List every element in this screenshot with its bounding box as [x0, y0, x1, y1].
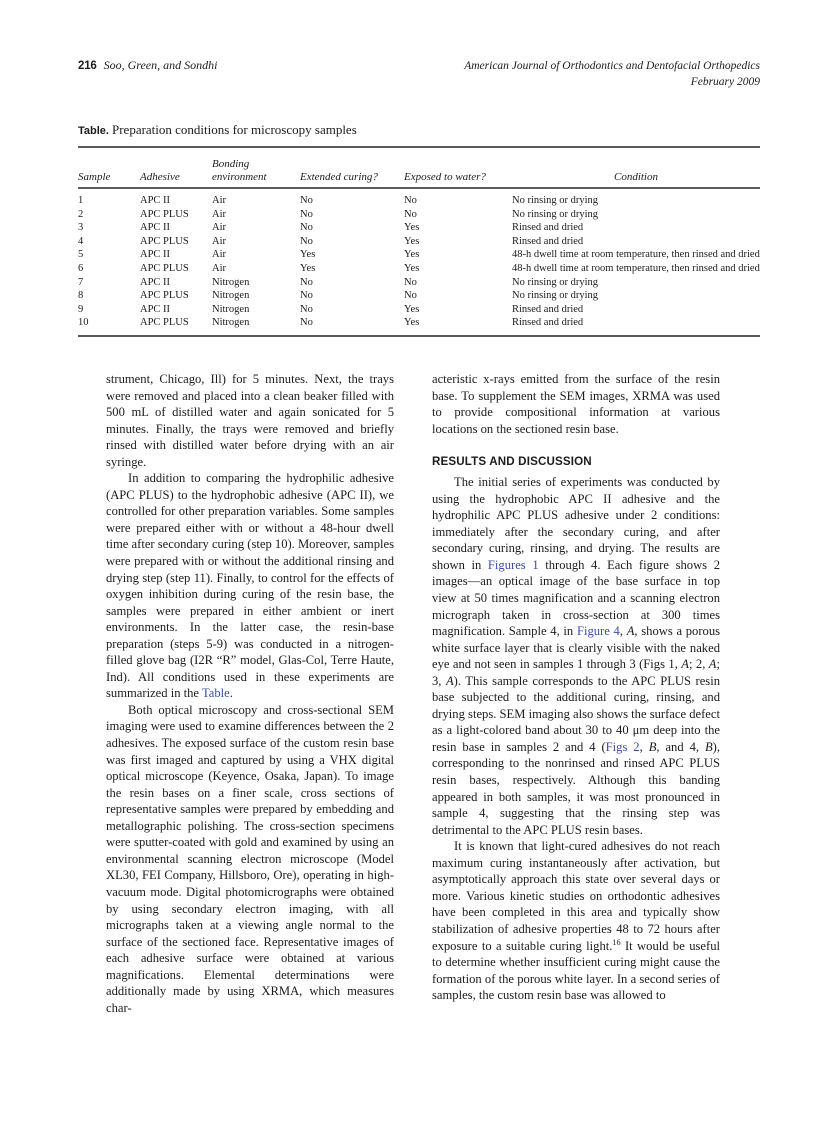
- table-label: Table.: [78, 125, 109, 137]
- cell-environment: Air: [212, 249, 226, 261]
- cell-adhesive: APC II: [140, 249, 171, 261]
- paragraph-text: It would be useful to determine whether insufficient curing might cause the formation of the porous white layer. In a second series of samples, the custom resin base was allowed to: [432, 938, 720, 1003]
- table-bottom-rule: [78, 335, 760, 337]
- issue-date: February 2009: [690, 76, 760, 88]
- cell-adhesive: APC PLUS: [140, 235, 189, 247]
- rule-cell-condition: [512, 147, 760, 154]
- cell-environment: Nitrogen: [212, 290, 250, 302]
- cell-exposed-to-water: No: [404, 208, 417, 220]
- column-header-bonding-environment: [212, 154, 300, 188]
- table-body: [78, 188, 760, 335]
- table-row: [78, 188, 760, 208]
- paragraph-text: The initial series of experiments was conducted by using the hydrophobic APC II adhesive and the hydrophilic APC PLUS adhesive under 2 conditions: immediately after the secondary curing, and after secondary curing, rinsing, and drying. The results are shown in: [432, 475, 720, 572]
- paragraph-text: ; 2,: [689, 657, 709, 672]
- column-header-adhesive: Adhesive: [140, 170, 180, 183]
- cell-sample: 7: [78, 276, 84, 288]
- cell-extended-curing: No: [300, 208, 313, 220]
- paragraph-text: ; 3,: [432, 657, 720, 688]
- cell-exposed-to-water: No: [404, 290, 417, 302]
- crossref-figures-1-link[interactable]: Figures 1: [487, 557, 539, 572]
- table-row: [78, 248, 760, 262]
- cell-adhesive: APC PLUS: [140, 317, 189, 329]
- cell-environment: Nitrogen: [212, 276, 250, 288]
- cell-condition: No rinsing or drying: [512, 208, 599, 220]
- reference-citation-16[interactable]: 16: [612, 937, 621, 947]
- table-row: [78, 276, 760, 290]
- cell-sample: 10: [78, 317, 89, 329]
- paragraph-xrma-continued: acteristic x-rays emitted from the surface of the resin base. To supplement the SEM images, XRMA was used to provide compositional information at various locations on the sectioned resin base.: [432, 372, 720, 436]
- cell-extended-curing: Yes: [300, 262, 316, 274]
- column-header-bonding-environment-line1: Bonding: [212, 158, 250, 170]
- panel-letter-a: A: [445, 673, 454, 688]
- cell-adhesive: APC PLUS: [140, 290, 189, 302]
- cell-exposed-to-water: Yes: [404, 222, 420, 234]
- cell-extended-curing: No: [300, 235, 313, 247]
- paragraph-text: through 4. Each figure shows 2 images—an optical image of the base surface in top view at 50 times magnification and a scanning electron micrograph taken in cross-section at 300 times magnification. Sample 4, in: [432, 557, 720, 639]
- table-row: [78, 262, 760, 276]
- cell-extended-curing: No: [300, 276, 313, 288]
- cell-sample: 3: [78, 222, 84, 234]
- paragraph-light-cured-adhesives: [432, 838, 720, 1003]
- table-header-row: [78, 154, 760, 188]
- rule-cell-sample: [78, 147, 140, 154]
- cell-condition: No rinsing or drying: [512, 290, 599, 302]
- cell-adhesive: APC PLUS: [140, 208, 189, 220]
- cell-exposed-to-water: Yes: [404, 262, 420, 274]
- cell-sample: 8: [78, 290, 84, 302]
- panel-letter-b: B: [648, 739, 657, 754]
- table-row: [78, 235, 760, 249]
- table-row: [78, 208, 760, 222]
- paragraph-preparation-variables: [106, 470, 394, 702]
- column-header-bonding-environment-line2: environment: [212, 170, 267, 183]
- crossref-figure-4-link[interactable]: Figure 4: [576, 624, 620, 639]
- table-caption-text: Preparation conditions for microscopy samples: [111, 122, 357, 137]
- table-row: [78, 289, 760, 303]
- column-header-condition: Condition: [613, 170, 658, 183]
- panel-letter-a: A: [626, 624, 635, 639]
- paragraph-text: , shows a porous white surface layer that is clearly visible with the naked eye and not seen in samples 1 through 3 (Figs 1,: [432, 624, 721, 672]
- rule-cell-environment: [212, 147, 300, 154]
- cell-extended-curing: No: [300, 188, 404, 208]
- cell-condition: 48-h dwell time at room temperature, then rinsed and dried: [512, 249, 760, 261]
- cell-exposed-to-water: No: [404, 188, 512, 208]
- cell-extended-curing: No: [300, 317, 313, 329]
- paragraph-text: ). This sample corresponds to the APC PLUS resin base subjected to the additional curing, rinsing, and drying steps. SEM imaging also shows the surface defect as a light-colored band about 30 to 40 μm deep into the resin base in samples 2 and 4 (: [432, 673, 720, 754]
- table-block: [78, 122, 760, 337]
- cell-environment: Air: [212, 208, 226, 220]
- paragraph-text-tail: .: [229, 686, 233, 701]
- cell-environment: Nitrogen: [212, 317, 250, 329]
- crossref-figs-2-link[interactable]: Figs 2: [605, 739, 640, 754]
- rule-cell-water: [404, 147, 512, 154]
- cell-condition: Rinsed and dried: [512, 317, 584, 329]
- cell-exposed-to-water: Yes: [404, 249, 420, 261]
- journal-title: American Journal of Orthodontics and Dentofacial Orthopedics: [464, 60, 760, 72]
- body-column-left: [106, 371, 394, 1016]
- cell-environment: Air: [212, 188, 300, 208]
- paragraph-microscopy-methods: Both optical microscopy and cross-sectional SEM imaging were used to examine differences between the 2 adhesives. The exposed surface of the custom resin base was first imaged and captured by using a VHX digital optical microscope (Keyence, Osaka, Japan). To image the resin bases on a finer scale, cross sections of representative samples were prepared by embedding and metallographic polishing. The cross-section specimens were sputter-coated with gold and examined by using an environmental scanning electron microscope (Model XL30, FEI Company, Hillsboro, Ore), operating in high-vacuum mode. Digital photomicrographs were obtained by using secondary electron imaging, with all micrographs taken at a viewing angle normal to the surface of the sectioned face. Representative images of each adhesive surface were obtained at various magnifications. Elemental determinations were additionally made by using XRMA, which measures char-: [106, 702, 394, 1015]
- paragraph-initial-experiments: [432, 474, 720, 838]
- cell-condition: No rinsing or drying: [512, 276, 599, 288]
- column-header-sample: Sample: [78, 170, 111, 183]
- cell-exposed-to-water: No: [404, 276, 417, 288]
- cell-adhesive: APC II: [140, 276, 171, 288]
- paragraph-continued: strument, Chicago, Ill) for 5 minutes. Next, the trays were removed and placed into a clean beaker filled with 500 mL of distilled water and again sonicated for 5 minutes. Finally, the trays were removed and briefly rinsed with distilled water before drying with an air syringe.: [106, 372, 394, 469]
- cell-condition: Rinsed and dried: [512, 222, 584, 234]
- cell-sample: 4: [78, 235, 84, 247]
- cell-adhesive: APC II: [140, 222, 171, 234]
- paragraph-text: , and 4,: [656, 739, 705, 754]
- crossref-table-link[interactable]: Table: [201, 686, 230, 701]
- cell-adhesive: APC II: [140, 188, 212, 208]
- column-header-exposed-to-water: Exposed to water?: [404, 170, 486, 183]
- running-head-left: [78, 58, 217, 74]
- table-row: [78, 221, 760, 235]
- paragraph-text: ,: [619, 624, 627, 639]
- cell-exposed-to-water: Yes: [404, 235, 420, 247]
- rule-cell-curing: [300, 147, 404, 154]
- cell-environment: Air: [212, 262, 226, 274]
- cell-sample: 9: [78, 303, 84, 315]
- table-head: [78, 147, 760, 188]
- rule-cell-adhesive: [140, 147, 212, 154]
- cell-environment: Air: [212, 235, 226, 247]
- table-row: [78, 316, 760, 335]
- cell-condition: Rinsed and dried: [512, 235, 584, 247]
- cell-sample: 2: [78, 208, 84, 220]
- cell-extended-curing: No: [300, 290, 313, 302]
- cell-sample: 1: [78, 188, 140, 208]
- cell-environment: Nitrogen: [212, 303, 250, 315]
- paragraph-text: ), corresponding to the nonrinsed and rinsed APC PLUS resin bases, respectively. Although this banding appeared in both samples, it was most pronounced in sample 4, suggesting that the rinsing step was detrimental to the APC PLUS resin bases.: [432, 739, 720, 837]
- cell-exposed-to-water: Yes: [404, 317, 420, 329]
- table-row: [78, 303, 760, 317]
- panel-letter-a: A: [708, 657, 717, 672]
- paragraph-text: It is known that light-cured adhesives do not reach maximum curing instantaneously after activation, but asymptotically approach this state over several days or more. Various kinetic studies on orthodontic adhesives have been completed in this area and typically show stabilization of adhesive properties 48 to 72 hours after exposure to a suitable curing light.: [432, 839, 720, 953]
- cell-condition: No rinsing or drying: [512, 188, 760, 208]
- cell-exposed-to-water: Yes: [404, 303, 420, 315]
- table-top-rule-row: [78, 147, 760, 154]
- column-header-extended-curing: Extended curing?: [300, 170, 378, 183]
- cell-sample: 6: [78, 262, 84, 274]
- body-column-right: [432, 371, 720, 1004]
- cell-adhesive: APC II: [140, 303, 171, 315]
- panel-letter-a: A: [681, 657, 689, 672]
- panel-letter-b: B: [704, 739, 713, 754]
- running-head-right: [464, 58, 760, 90]
- paragraph-text: In addition to comparing the hydrophilic adhesive (APC PLUS) to the hydrophobic adhesive (APC II), we controlled for other preparation variables. Some samples were prepared either with or without a 48-hour dwell time after secondary curing (step 10). Moreover, samples were prepared with or without the additional rinsing and drying step (step 11). Finally, to control for the effects of oxygen inhibition during curing of the resin base, the samples were prepared in either ambient or inert environments. In the latter case, the resin-base preparation (steps 5-9) was conducted in a nitrogen-filled glove bag (I2R “R” model, Glas-Col, Terre Haute, Ind). All conditions used in these experiments are summarized in the: [106, 471, 395, 701]
- cell-extended-curing: No: [300, 222, 313, 234]
- cell-extended-curing: Yes: [300, 249, 316, 261]
- paragraph-text: ,: [639, 739, 649, 754]
- cell-condition: Rinsed and dried: [512, 303, 584, 315]
- cell-condition: 48-h dwell time at room temperature, then rinsed and dried: [512, 262, 760, 274]
- table-caption: [78, 122, 760, 146]
- cell-sample: 5: [78, 249, 84, 261]
- section-heading-results-and-discussion: RESULTS AND DISCUSSION: [432, 455, 592, 469]
- cell-extended-curing: No: [300, 303, 313, 315]
- running-head: [78, 58, 760, 100]
- running-head-authors: Soo, Green, and Sondhi: [103, 58, 218, 72]
- cell-adhesive: APC PLUS: [140, 262, 189, 274]
- page-folio-number: 216: [78, 60, 97, 72]
- cell-environment: Air: [212, 222, 226, 234]
- preparation-conditions-table: [78, 146, 760, 335]
